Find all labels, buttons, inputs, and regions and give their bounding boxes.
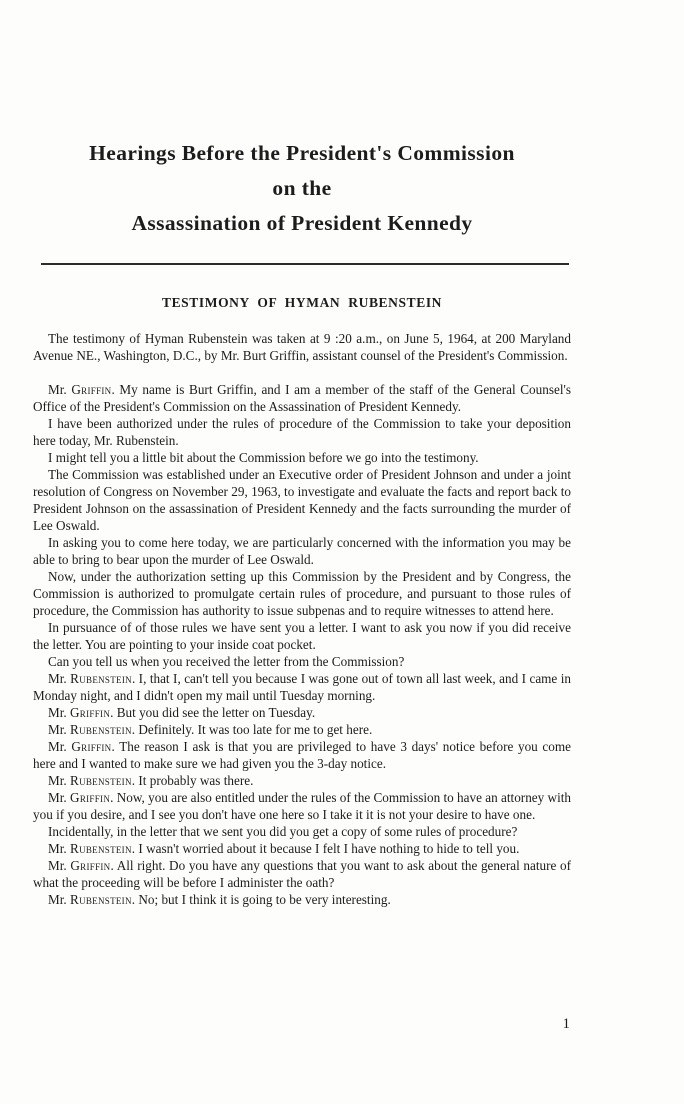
paragraph: Mr. Rubenstein. It probably was there. xyxy=(48,773,254,788)
paragraph: The Commission was established under an Executive order of President Johnson and under a joint resolution of Congress on November 29, 1963, to investigate and evaluate the facts and report back to President Johnson on the assassination of President Kennedy and the facts surrounding the murder of Lee Oswald. xyxy=(33,467,571,533)
paragraph: I might tell you a little bit about the Commission before we go into the testimony. xyxy=(48,450,479,465)
paragraph: Mr. Griffin. All right. Do you have any questions that you want to ask about the general nature of what the proceeding will be before I administer the oath? xyxy=(33,858,572,890)
title-line-2: on the xyxy=(272,176,332,200)
speaker-name: Rubenstein xyxy=(69,773,132,788)
testimony-body xyxy=(33,330,571,908)
paragraph: Mr. Rubenstein. Definitely. It was too late for me to get here. xyxy=(48,722,373,737)
speaker-name: Griffin xyxy=(70,858,111,873)
paragraph: In asking you to come here today, we are particularly concerned with the information you may be able to bring to bear upon the murder of Lee Oswald. xyxy=(33,535,571,567)
paragraph: I have been authorized under the rules of procedure of the Commission to take your deposition here today, Mr. Rubenstein. xyxy=(33,416,571,448)
speaker-name: Griffin xyxy=(71,739,112,754)
paragraph: Mr. Rubenstein. No; but I think it is going to be very interesting. xyxy=(48,892,391,907)
title-line-1: Hearings Before the President's Commission xyxy=(89,141,515,165)
speaker-name: Rubenstein xyxy=(69,841,132,856)
document-title xyxy=(33,136,571,241)
paragraph: In pursuance of of those rules we have sent you a letter. I want to ask you now if you did receive the letter. You are pointing to your inside coat pocket. xyxy=(33,620,571,652)
paragraph: Mr. Rubenstein. I, that I, can't tell you because I was gone out of town all last week, and I came in Monday night, and I didn't open my mail until Tuesday morning. xyxy=(33,671,571,703)
speaker-name: Griffin xyxy=(69,705,111,720)
speaker-name: Rubenstein xyxy=(69,892,132,907)
title-divider xyxy=(41,263,569,265)
paragraph: The testimony of Hyman Rubenstein was taken at 9 :20 a.m., on June 5, 1964, at 200 Maryland Avenue NE., Washington, D.C., by Mr. Burt Griffin, assistant counsel of the President's Commission. xyxy=(33,331,571,363)
speaker-name: Griffin xyxy=(71,382,112,397)
paragraph: Incidentally, in the letter that we sent you did you get a copy of some rules of procedure? xyxy=(48,824,518,839)
page-number: 1 xyxy=(562,1016,570,1032)
title-line-3: Assassination of President Kennedy xyxy=(131,211,473,235)
paragraph: Can you tell us when you received the letter from the Commission? xyxy=(48,654,405,669)
section-heading: TESTIMONY OF HYMAN RUBENSTEIN xyxy=(161,295,443,310)
paragraph: Mr. Rubenstein. I wasn't worried about it because I felt I have nothing to hide to tell you. xyxy=(48,841,520,856)
paragraph: Mr. Griffin. But you did see the letter on Tuesday. xyxy=(48,705,316,720)
page-content xyxy=(33,0,571,908)
speaker-name: Rubenstein xyxy=(70,671,132,686)
speaker-name: Griffin xyxy=(70,790,111,805)
paragraph: Mr. Griffin. The reason I ask is that you are privileged to have 3 days' notice before you come here and I wanted to make sure we had given you the 3-day notice. xyxy=(33,739,571,771)
paragraph: Mr. Griffin. Now, you are also entitled under the rules of the Commission to have an attorney with you if you desire, and I see you don't have one here so I take it it is not your desire to have one. xyxy=(33,790,571,822)
paragraph: Now, under the authorization setting up this Commission by the President and by Congress, the Commission is authorized to promulgate certain rules of procedure, and pursuant to those rules of procedure, the Commission has authority to issue subpenas and to require witnesses to attend here. xyxy=(33,569,571,618)
speaker-name: Rubenstein xyxy=(69,722,132,737)
paragraph: Mr. Griffin. My name is Burt Griffin, and I am a member of the staff of the General Counsel's Office of the President's Commission on the Assassination of President Kennedy. xyxy=(33,382,571,414)
